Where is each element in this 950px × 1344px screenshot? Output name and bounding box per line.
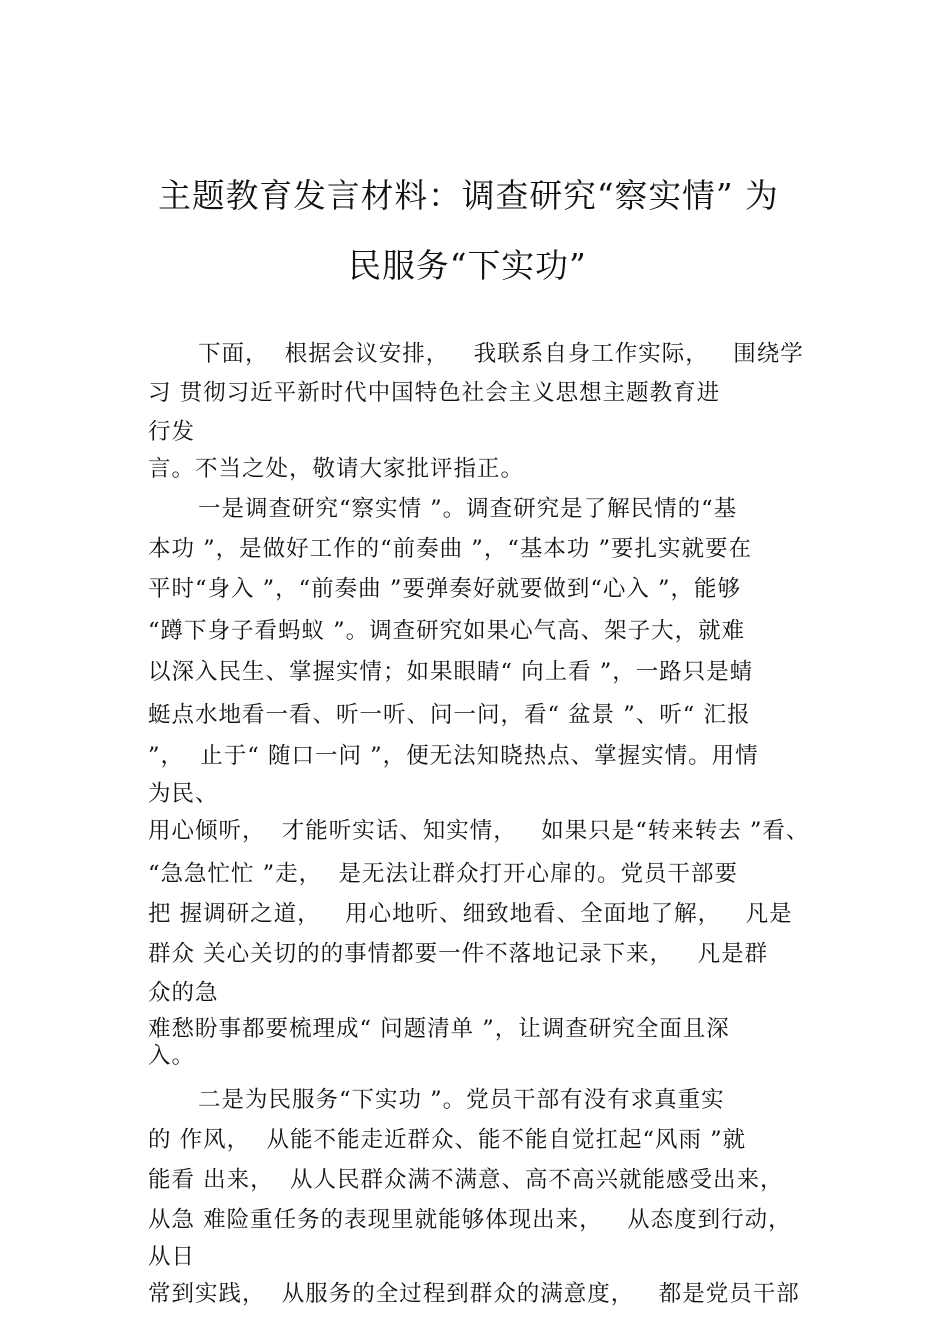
paragraph-2-line-7: ”， 止于“ 随口一问 ”，便无法知晓热点、掌握实情。用情: [148, 743, 759, 769]
paragraph-2-line-4: “蹲下身子看蚂蚁 ”。调查研究如果心气高、架子大，就难: [148, 618, 746, 644]
paragraph-3-line-1: 二是为民服务“下实功 ”。党员干部有没有求真重实: [198, 1087, 725, 1113]
paragraph-2-line-13: 众的急: [148, 980, 219, 1006]
paragraph-3-line-2: 的 作风， 从能不能走近群众、能不能自觉扛起“风雨 ”就: [148, 1127, 747, 1153]
paragraph-2-line-11: 把 握调研之道， 用心地听、细致地看、全面地了解， 凡是: [148, 901, 793, 927]
paragraph-2-line-2: 本功 ”，是做好工作的“前奏曲 ”，“基本功 ”要扎实就要在: [148, 536, 752, 562]
paragraph-2-line-3: 平时“身入 ”，“前奏曲 ”要弹奏好就要做到“心入 ”，能够: [148, 576, 741, 602]
paragraph-1-line-2: 习 贯彻习近平新时代中国特色社会主义思想主题教育进: [148, 380, 721, 406]
title-line-2: 民服务“下实功”: [348, 246, 587, 285]
paragraph-3-line-3: 能看 出来， 从人民群众满不满意、高不高兴就能感受出来，: [148, 1167, 784, 1193]
paragraph-2-line-8: 为民、: [148, 781, 219, 807]
paragraph-2-line-12: 群众 关心关切的的事情都要一件不落地记录下来， 凡是群: [148, 941, 769, 967]
paragraph-2-line-5: 以深入民生、掌握实情；如果眼睛“ 向上看 ”，一路只是蜻: [148, 659, 754, 685]
paragraph-2-line-1: 一是调查研究“察实情 ”。调查研究是了解民情的“基: [198, 496, 738, 522]
paragraph-3-line-6: 常到实践， 从服务的全过程到群众的满意度， 都是党员干部: [148, 1281, 800, 1307]
paragraph-2-line-15: 入。: [148, 1043, 196, 1069]
paragraph-2-line-6: 蜓点水地看一看、听一听、问一问，看“ 盆景 ”、听“ 汇报: [148, 702, 751, 728]
paragraph-1-line-4: 言。不当之处，敬请大家批评指正。: [148, 456, 525, 482]
paragraph-1-line-3: 行发: [148, 419, 196, 445]
paragraph-2-line-10: “急急忙忙 ”走， 是无法让群众打开心扉的。党员干部要: [148, 861, 738, 887]
paragraph-3-line-5: 从日: [148, 1244, 196, 1270]
paragraph-3-line-4: 从急 难险重任务的表现里就能够体现出来， 从态度到行动，: [148, 1207, 792, 1233]
title-line-1: 主题教育发言材料：调查研究“察实情” 为: [158, 176, 779, 215]
paragraph-2-line-9: 用心倾听， 才能听实话、知实情， 如果只是“转来转去 ”看、: [148, 818, 810, 844]
paragraph-1-line-1: 下面， 根据会议安排， 我联系自身工作实际， 围绕学: [198, 341, 804, 367]
paragraph-2-line-14: 难愁盼事都要梳理成“ 问题清单 ”，让调查研究全面且深: [148, 1016, 730, 1042]
